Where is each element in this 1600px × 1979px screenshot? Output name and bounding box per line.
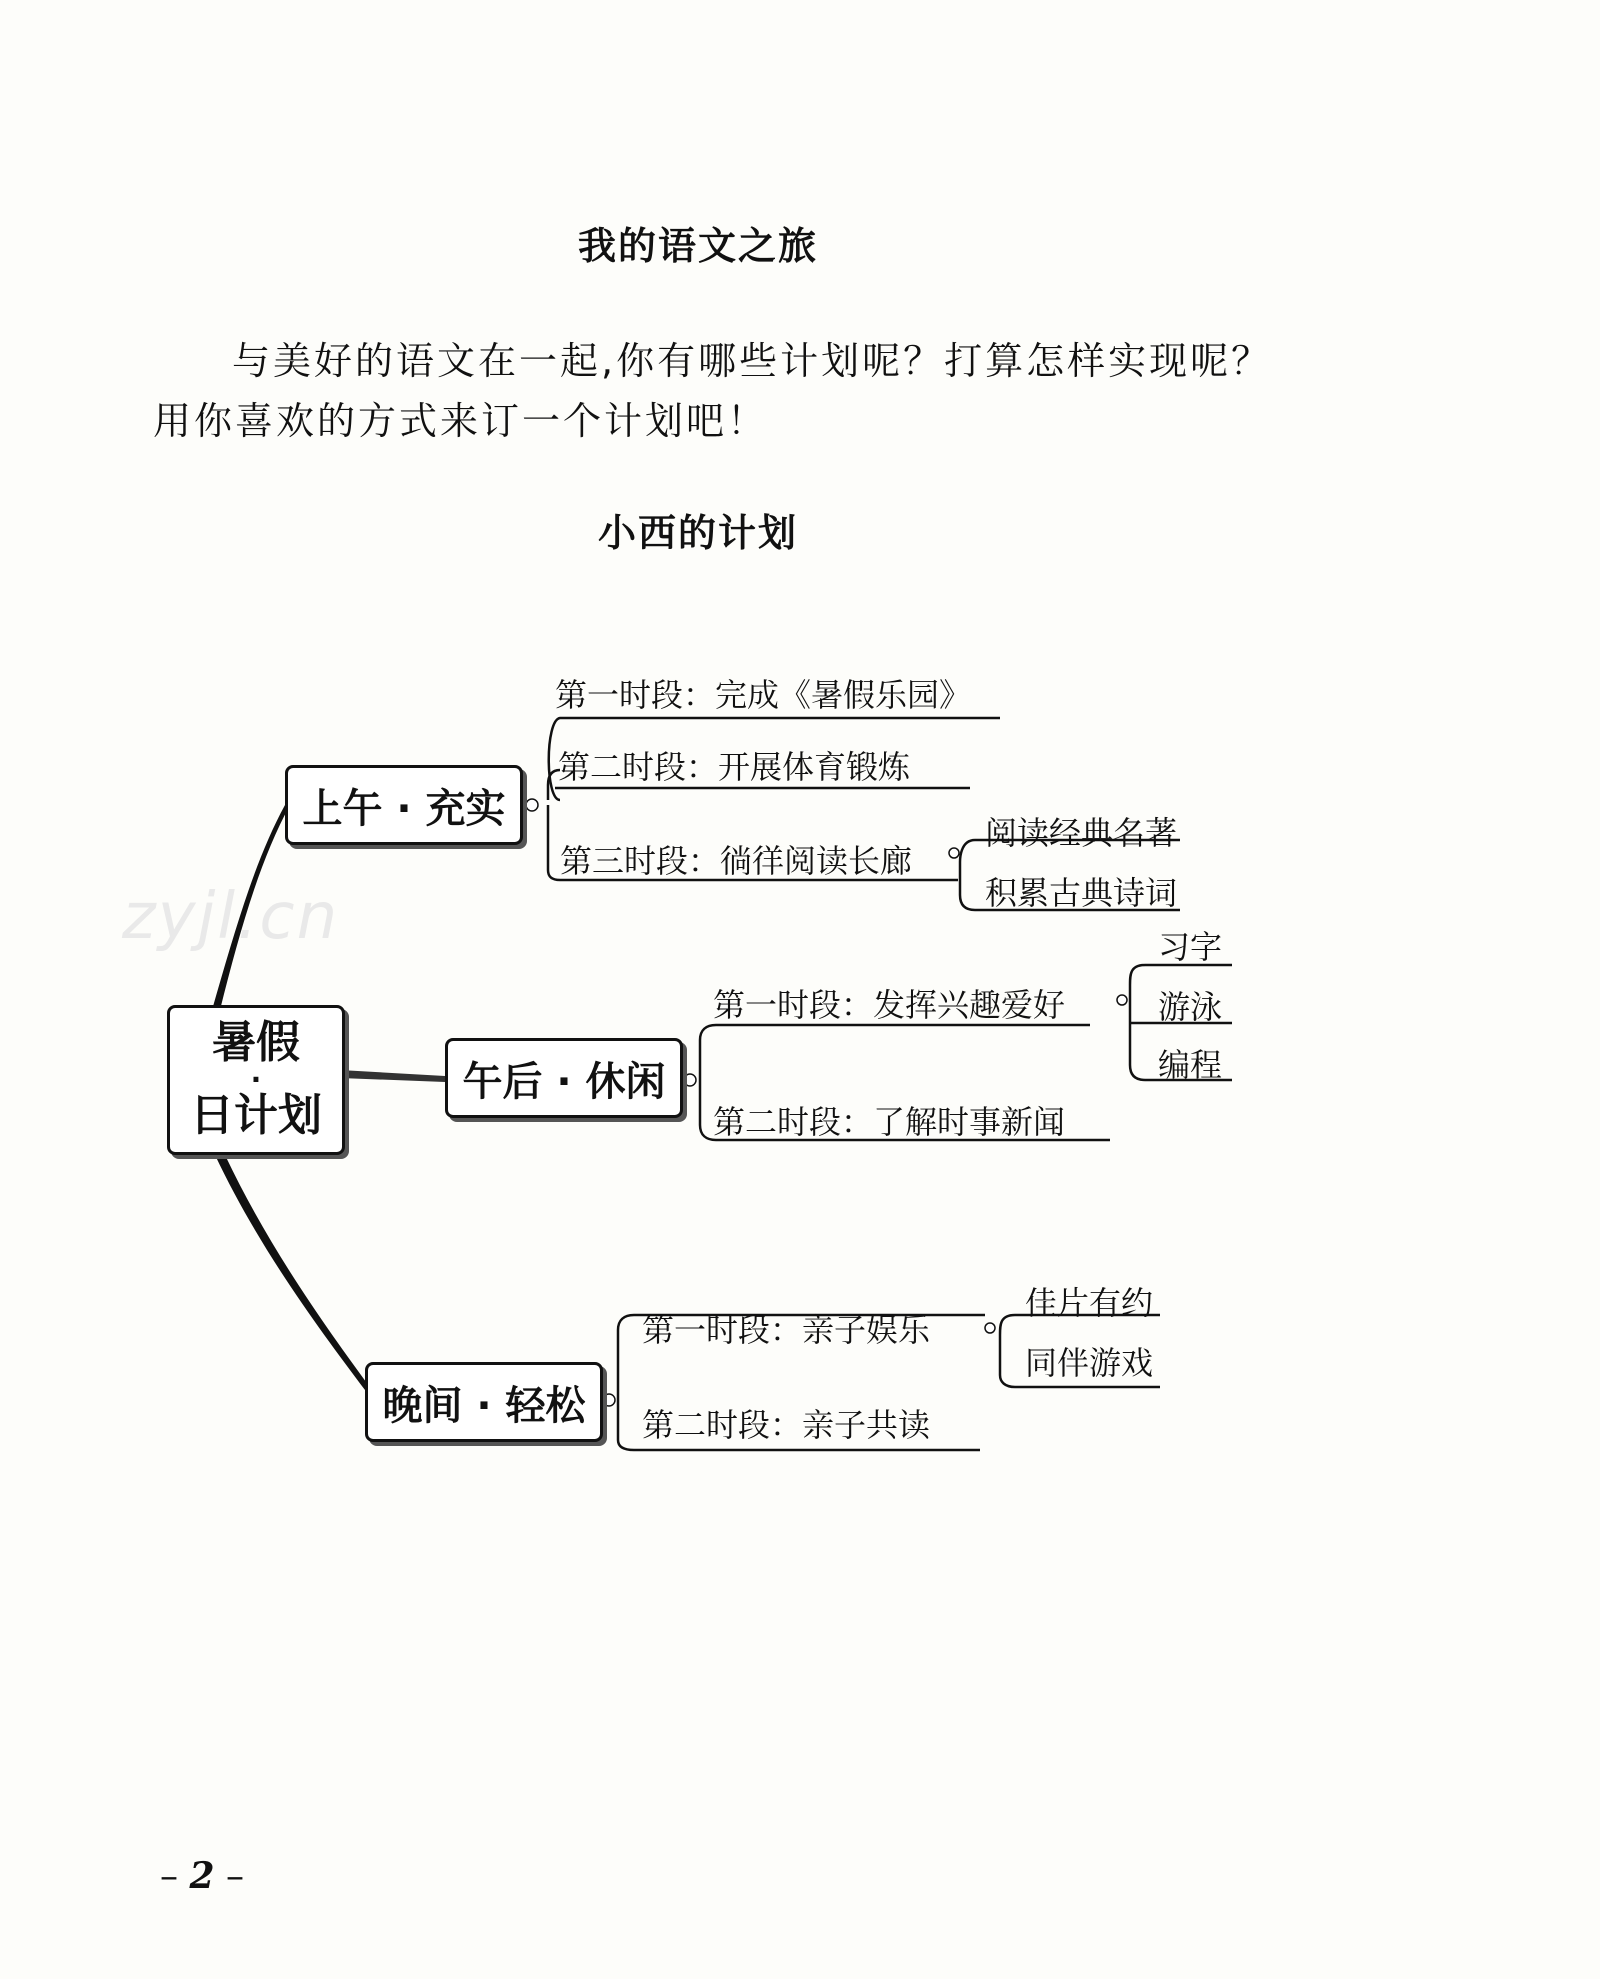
intro-line-1: 与美好的语文在一起,你有哪些计划呢？打算怎样实现呢？	[232, 339, 1273, 383]
morning-sub-2: 积累古典诗词	[985, 874, 1178, 912]
afternoon-sub-2: 游泳	[1158, 988, 1223, 1026]
morning-item-2: 第二时段：开展体育锻炼	[558, 748, 911, 786]
afternoon-item-1: 第一时段：发挥兴趣爱好	[713, 986, 1066, 1024]
center-line-2: 日计划	[190, 1090, 322, 1142]
page-number-value: 2	[189, 1855, 215, 1897]
afternoon-item-2: 第二时段：了解时事新闻	[713, 1103, 1066, 1141]
morning-node: 上午 · 充实	[285, 765, 523, 845]
mindmap-center-node	[167, 1005, 345, 1155]
watermark-logo: zyjl.cn	[122, 880, 340, 954]
afternoon-sub-1: 习字	[1158, 928, 1223, 966]
center-line-1: 暑假	[212, 1017, 300, 1069]
evening-sub-2: 同伴游戏	[1025, 1344, 1154, 1382]
center-dot: ·	[250, 1062, 262, 1096]
evening-item-2: 第二时段：亲子共读	[642, 1406, 931, 1444]
plan-title: 小西的计划	[598, 511, 799, 555]
evening-sub-1: 佳片有约	[1025, 1284, 1154, 1322]
morning-item-1: 第一时段：完成《暑假乐园》	[555, 676, 972, 714]
intro-line-2: 用你喜欢的方式来订一个计划吧！	[153, 399, 769, 443]
morning-item-3: 第三时段：徜徉阅读长廊	[560, 842, 913, 880]
page-number: – 2 –	[160, 1855, 244, 1897]
evening-node: 晚间 · 轻松	[365, 1362, 603, 1442]
afternoon-node: 午后 · 休闲	[445, 1038, 683, 1118]
evening-item-1: 第一时段：亲子娱乐	[642, 1311, 931, 1349]
morning-sub-1: 阅读经典名著	[985, 814, 1178, 852]
page-title: 我的语文之旅	[578, 224, 819, 268]
afternoon-sub-3: 编程	[1158, 1046, 1223, 1084]
